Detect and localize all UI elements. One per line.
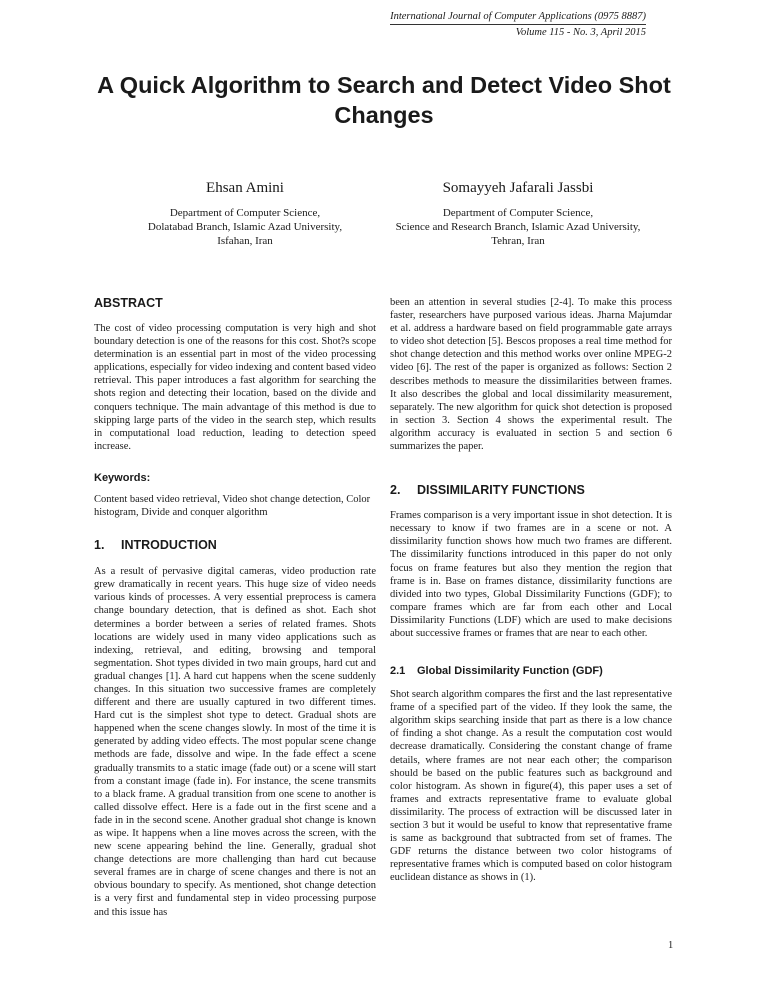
- keywords-text: Content based video retrieval, Video shot change detection, Color histogram, Divide and conquer algorithm: [94, 493, 371, 519]
- section-2-1-text: Shot search algorithm compares the first and the last representative frame of a specified part of the video. If they look the same, the algorithm skips searching inside that part as there is a low chance of finding a shot change. As a result the computation cost would decrease dramatically. Considering the constant change of frame details, where frames are not near each other; the comparison should be based on the public features such as background and color histogram. As shown in figure(4), this paper uses a set of frames and extracts representative frame to evaluate global dissimilarity. The process of extraction will be discussed later in section 3 but it would be useful to know that representative frame is same as background that subtracted from set of frames. The GDF returns the distance between two color histograms of representative frames which is computed based on color histogram euclidean distance as shows in (1).: [390, 689, 672, 884]
- intro-continued-text: been an attention in several studies [2-4]. To make this process faster, researchers have purposed various ideas. Jharna Majumdar et al. address a hardware based on field programmable gate arrays to video shot detection [5]. Bescos proposes a real time method for shot change detection and this method works over online MPEG-2 video [6]. The rest of the paper is organized as follows: Section 2 describes methods to measure the dissimilarities between frames. It also describes the global and local dissimilarity measurement, separately. The new algorithm for quick shot detection is proposed in section 3. Section 4 shows the experimental result. The algorithm accuracy is evaluated in section 5 and section 6 summarizes the paper.: [390, 297, 672, 453]
- section-title: INTRODUCTION: [121, 538, 217, 553]
- section-2-1-heading: [390, 664, 672, 678]
- journal-name: International Journal of Computer Applications (0975 8887): [390, 11, 646, 22]
- author-affiliation: [95, 206, 395, 248]
- author-name: Somayyeh Jafarali Jassbi: [442, 180, 594, 196]
- affiliation-line: Department of Computer Science,: [169, 207, 321, 219]
- abstract-heading: ABSTRACT: [94, 296, 163, 310]
- intro-heading: [94, 538, 376, 553]
- page-number: 1: [668, 940, 674, 951]
- section-2-text: Frames comparison is a very important issue in shot detection. It is necessary to know if two frames are in a scene or not. A dissimilarity function shows how much two frames are different. The dissimilarity functions introduced in this paper do not only focus on frame features but also they mention the region that frame is in. Base on frames distance, dissimilarity functions are divided into two types, Global Dissimilarity Functions (GDF); to compare frames which are far from each other and Local Dissimilarity Functions (LDF) which are used to make decisions about successive frames or frames that are near to each other.: [390, 510, 672, 639]
- affiliation-line: Tehran, Iran: [491, 235, 545, 247]
- journal-volume: Volume 115 - No. 3, April 2015: [515, 27, 646, 38]
- author-block-2: [373, 180, 663, 248]
- abstract-text: The cost of video processing computation is very high and shot boundary detection is one of the reasons for this cost. Shot?s scope determination is an essential part in most of the video processing applications, especially for video indexing and content based video retrieval. This paper introduces a fast algorithm for searching the shots region and detecting their location, based on the divide and conquers technique. The main advantage of this method is due to skipping large parts of the video in the search step, which results in computational load reduction, leading to detection speed increase.: [94, 323, 376, 452]
- running-header: [390, 10, 646, 39]
- paper-title: A Quick Algorithm to Search and Detect Video Shot Changes: [97, 72, 671, 128]
- author-block-1: [95, 180, 395, 248]
- affiliation-line: Dolatabad Branch, Islamic Azad University,: [147, 221, 343, 233]
- subsection-title: Global Dissimilarity Function (GDF): [417, 665, 603, 678]
- affiliation-line: Department of Computer Science,: [442, 207, 594, 219]
- section-2-heading: [390, 483, 672, 498]
- keywords-heading: Keywords:: [94, 471, 151, 484]
- section-number: 2.: [390, 483, 401, 498]
- affiliation-line: Science and Research Branch, Islamic Azad University,: [395, 221, 641, 233]
- affiliation-line: Isfahan, Iran: [217, 235, 273, 247]
- header-rule: [390, 24, 646, 25]
- author-affiliation: [373, 206, 663, 248]
- section-number: 1.: [94, 538, 105, 553]
- subsection-number: 2.1: [390, 665, 406, 678]
- left-column: [94, 296, 376, 919]
- section-title: DISSIMILARITY FUNCTIONS: [417, 483, 585, 498]
- author-name: Ehsan Amini: [206, 180, 284, 196]
- right-column: [390, 296, 672, 884]
- intro-text: As a result of pervasive digital cameras, video production rate grew dramatically in recent years. This huge size of video needs various kinds of processes. A very essential preprocess is camera change boundary detection, that is defined as shot. Each shot determines a border between a series of related frames. Shots locations are widely used in many video applications such as indexing, retrieval, and editing, browsing and temporal segmentation. Shot types divided in two main groups, hard cut and gradual changes [1]. A hard cut happens when the scene suddenly changes. In this situation two successive frames are completely different and there are usually captured in two different times. Hard cut is the simplest shot type to detect. Gradual shots are happened when the scene changes slowly. In most of the time it is generated by adding video effects. The most popular scene change methods are fade, dissolve and wipe. In the fade effect a scene gradually transmits to a static image (fade out) or a scene will start from a constant image (fade in). For instance, the scene transmits to a black frame. A gradual transition from one scene to another is called dissolve effect. Here is a fade out in the first scene and a fade in in the second scene. Another gradual shot change is known as wipe. It happens when a line moves across the screen, with the new scene appearing behind the line. Generally, gradual shot change detections are more challenging than hard cut because several frames are in charge of scene changes and there is not an obvious boundary to specify. As mentioned, shot change detection is a very first and fundamental step in video processing purpose and this issue has: [94, 566, 376, 918]
